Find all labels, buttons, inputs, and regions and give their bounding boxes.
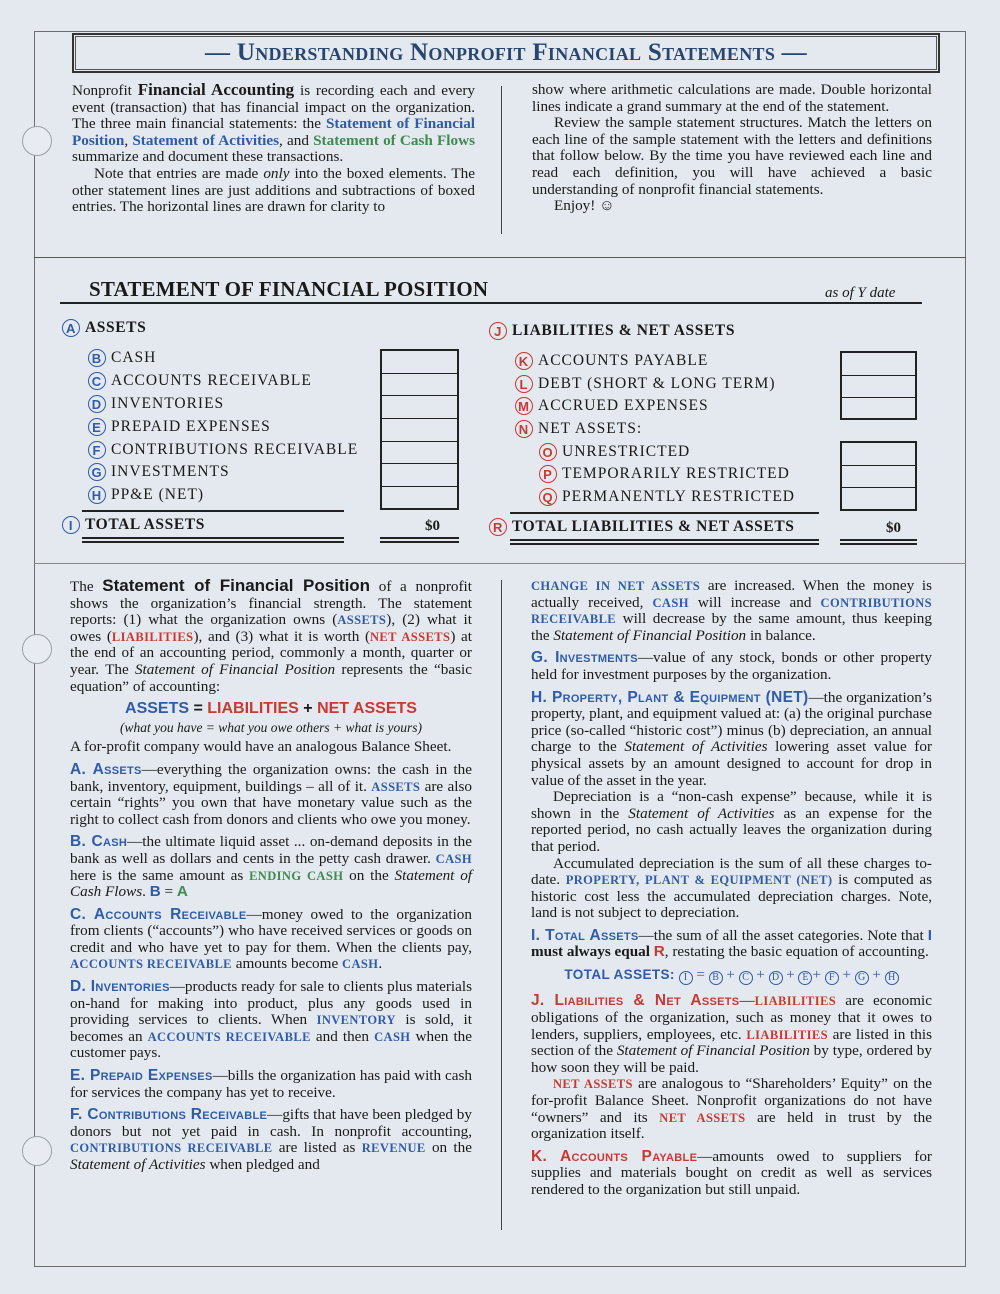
letter-p-icon: P — [539, 465, 557, 483]
intro-right-column — [532, 82, 932, 215]
asset-row-accounts-receivable: C ACCOUNTS RECEIVABLE — [88, 372, 312, 390]
letter-g-icon: G — [855, 971, 869, 985]
grand-total-rule — [510, 539, 819, 545]
binder-hole — [22, 634, 52, 664]
basic-equation: ASSETS = LIABILITIES + NET ASSETS — [125, 700, 417, 718]
liability-entry-boxes — [840, 351, 917, 420]
subtotal-rule — [82, 510, 344, 512]
total-assets-formula: TOTAL ASSETS: I = B + C + D + E + F + G + H — [531, 967, 932, 985]
entry-box-ppe-net[interactable] — [382, 487, 457, 510]
statement-date: as of Y date — [825, 285, 896, 301]
letter-k-icon: K — [515, 352, 533, 370]
intro-left-column — [72, 82, 475, 216]
total-assets-row: I TOTAL ASSETS — [62, 516, 205, 534]
for-profit-note: A for-profit company would have an analogous Balance Sheet. — [70, 738, 452, 756]
total-liabilities-row: R TOTAL LIABILITIES & NET ASSETS — [489, 518, 795, 536]
definition-b: B. Cash—the ultimate liquid asset ... on-demand deposits in the bank as well as dollars and cents in the petty cash drawer. CASH here is the same amount as ENDING CASH on the Statement of Cash Flows. B = A — [70, 833, 473, 901]
grand-total-rule — [380, 537, 459, 543]
net-assets-row-temporarily-restricted: P TEMPORARILY RESTRICTED — [539, 465, 790, 483]
definition-d: D. Inventories—products ready for sale to clients plus materials on-hand for making into product, plus any goods used in providing services to clients. When INVENTORY is sold, it becomes an ACCOUNTS RECEIVABLE and then CASH when the customer pays. — [70, 978, 473, 1062]
intro-paragraph-2: Note that entries are made only into the boxed elements. The other statement lines are just additions and subtractions of boxed entries. The horizontal lines are drawn for clarity to — [72, 164, 475, 216]
page-title: — Understanding Nonprofit Financial Statements — — [205, 39, 807, 66]
definition-e: E. Prepaid Expenses—bills the organization has paid with cash for services the company has yet to receive. — [70, 1067, 472, 1101]
link-statement-cash-flows: Statement of Cash Flows — [313, 131, 475, 149]
intro-paragraph-3: Review the sample statement structures. Match the letters on each line of the sample statement with the letters and definitions that follow below. By the time you have reviewed each line and read each definition, you will have achieved a basic understanding of nonprofit financial statements. — [532, 114, 932, 198]
net-assets-row-permanently-restricted: Q PERMANENTLY RESTRICTED — [539, 488, 795, 506]
letter-l-icon: L — [515, 375, 533, 393]
letter-h-icon: H — [88, 486, 106, 504]
subtotal-rule — [510, 512, 819, 514]
entry-box-contributions-receivable[interactable] — [382, 442, 457, 465]
letter-b-icon: B — [709, 971, 723, 985]
letter-e-icon: E — [798, 971, 812, 985]
entry-box-unrestricted[interactable] — [842, 443, 915, 466]
page-title-box — [72, 33, 940, 73]
definition-f-continued: CHANGE IN NET ASSETS are increased. When the money is actually received, CASH will increase and CONTRIBUTIONS RECEIVABLE will decrease by the same amount, thus keeping the Statement of Financial Position in balance. — [531, 577, 933, 644]
letter-f-icon: F — [825, 971, 839, 985]
grand-total-rule — [82, 537, 344, 543]
column-divider — [501, 86, 502, 234]
section-divider — [34, 563, 966, 564]
letter-g-icon: G — [88, 463, 106, 481]
letter-i-icon: I — [62, 516, 80, 534]
asset-row-ppe-net: H PP&E (NET) — [88, 486, 204, 504]
link-statement-activities: Statement of Activities — [132, 131, 280, 149]
entry-box-debt[interactable] — [842, 376, 915, 399]
letter-c-icon: C — [739, 971, 753, 985]
link-statement-financial-position: Statement of Financial Position — [72, 115, 476, 149]
letter-m-icon: M — [515, 397, 533, 415]
definition-j-net-assets: NET ASSETS are analogous to “Shareholders’ Equity” on the for-profit Balance Sheet. Nonprofit organizations do not have “owners” and its NET ASSETS are held in trust by the organization itself. — [531, 1075, 932, 1143]
letter-f-icon: F — [88, 441, 106, 459]
letter-i-icon: I — [679, 971, 693, 985]
net-assets-row-unrestricted: O UNRESTRICTED — [539, 443, 690, 461]
letter-h-icon: H — [885, 971, 899, 985]
body-left-column — [70, 578, 472, 1180]
binder-hole — [22, 1136, 52, 1166]
letter-q-icon: Q — [539, 488, 557, 506]
sfp-intro-paragraph: The Statement of Financial Position of a nonprofit shows the organization’s financial strength. The statement reports: (1) what the organization owns (ASSETS), (2) what it owes (LIABILITIES), and (3) what it is worth (NET ASSETS) at the end of an accounting period, commonly a month, quarter or year. The Statement of Financial Position represents the “basic equation” of accounting: — [70, 576, 472, 695]
entry-box-investments[interactable] — [382, 464, 457, 487]
entry-box-accounts-payable[interactable] — [842, 353, 915, 376]
letter-b-icon: B — [88, 349, 106, 367]
intro-paragraph-2-cont: show where arithmetic calculations are made. Double horizontal lines indicate a grand summary at the end of the statement. — [532, 81, 932, 115]
letter-d-icon: D — [769, 971, 783, 985]
letter-e-icon: E — [88, 418, 106, 436]
binder-hole — [22, 126, 52, 156]
asset-row-cash: B CASH — [88, 349, 156, 367]
total-assets-value: $0 — [425, 518, 440, 534]
asset-entry-boxes — [380, 349, 459, 510]
definition-h-accumulated: Accumulated depreciation is the sum of all these charges to-date. PROPERTY, PLANT & EQUIPMENT (NET) is computed as historic cost less the accumulated depreciation charges. Note, land is not subject to depreciation. — [531, 854, 932, 922]
total-liabilities-value: $0 — [886, 520, 901, 536]
column-divider — [501, 580, 502, 1230]
liability-row-debt: L DEBT (SHORT & LONG TERM) — [515, 375, 776, 393]
liability-row-accrued-expenses: M ACCRUED EXPENSES — [515, 397, 709, 415]
entry-box-accrued-expenses[interactable] — [842, 398, 915, 421]
letter-j-icon: J — [489, 322, 507, 340]
statement-title: STATEMENT OF FINANCIAL POSITION — [89, 277, 489, 301]
asset-row-inventories: D INVENTORIES — [88, 395, 224, 413]
entry-box-permanently-restricted[interactable] — [842, 488, 915, 511]
equation-caption: (what you have = what you owe others + what is yours) — [119, 719, 423, 735]
entry-box-prepaid-expenses[interactable] — [382, 419, 457, 442]
net-asset-entry-boxes — [840, 441, 917, 511]
liability-row-net-assets: N NET ASSETS: — [515, 420, 642, 438]
letter-r-icon: R — [489, 518, 507, 536]
section-divider — [34, 257, 966, 258]
definition-j: J. Liabilities & Net Assets—LIABILITIES are economic obligations of the organization, such as money that it owes to lenders, suppliers, employees, etc. LIABILITIES are listed in this section of the Statement of Financial Position by type, ordered by how soon they will be paid. — [531, 992, 933, 1076]
entry-box-cash[interactable] — [382, 351, 457, 374]
definition-h-depreciation: Depreciation is a “non-cash expense” because, while it is shown in the Statement of Activities as an expense for the reported period, no cash actually leaves the organization during that period. — [531, 788, 932, 855]
entry-box-temporarily-restricted[interactable] — [842, 466, 915, 489]
asset-row-prepaid-expenses: E PREPAID EXPENSES — [88, 418, 271, 436]
body-right-column — [531, 578, 932, 1204]
definition-h: H. Property, Plant & Equipment (NET)—the organization’s property, plant, and equipment valued at: (a) the original purchase price (so-called “historic cost”) minus (b) depreciation, an annual charge to the Statement of Activities lowering asset value for physical assets by an amount designed to account for drop in value of the asset in the year. — [531, 688, 933, 789]
letter-c-icon: C — [88, 372, 106, 390]
definition-k: K. Accounts Payable—amounts owed to suppliers for supplies and materials bought on credit as well as services rendered to the organization but still unpaid. — [531, 1147, 932, 1198]
letter-o-icon: O — [539, 443, 557, 461]
letter-n-icon: N — [515, 420, 533, 438]
asset-row-contributions-receivable: F CONTRIBUTIONS RECEIVABLE — [88, 441, 358, 459]
assets-heading: A ASSETS — [62, 319, 146, 337]
intro-paragraph-1: Nonprofit Financial Accounting is recording each and every event (transaction) that has financial impact on the organization. The three main financial statements: the Statement of Financial Position, Statement of Activities, and Statement of Cash Flows summarize and document these transactions. — [72, 80, 476, 166]
definition-a: A. Assets—everything the organization owns: the cash in the bank, inventory, equipment, buildings – all of it. ASSETS are also certain “rights” you own that have monetary value such as the right to collect cash from donors and clients who owe you money. — [70, 760, 472, 828]
letter-a-icon: A — [62, 319, 80, 337]
definition-g: G. Investments—value of any stock, bonds or other property held for investment purposes by the organization. — [531, 649, 932, 683]
liabilities-heading: J LIABILITIES & NET ASSETS — [489, 322, 735, 340]
definition-f: F. Contributions Receivable—gifts that have been pledged by donors but not yet paid in cash. In nonprofit accounting, CONTRIBUTIONS RECEIVABLE are listed as REVENUE on the Statement of Activities when pledged and — [70, 1106, 472, 1173]
liability-row-accounts-payable: K ACCOUNTS PAYABLE — [515, 352, 708, 370]
definition-c: C. Accounts Receivable—money owed to the organization from clients (“accounts”) who have received services or goods on credit and who have yet to pay for them. When the clients pay, ACCOUNTS RECEIVABLE amounts become CASH. — [70, 905, 472, 973]
definition-i: I. Total Assets—the sum of all the asset categories. Note that I must always equal R, restating the basic equation of accounting. — [531, 926, 932, 961]
intro-enjoy: Enjoy! ☺ — [554, 197, 615, 215]
asset-row-investments: G INVESTMENTS — [88, 463, 230, 481]
statement-title-rule — [60, 302, 922, 304]
letter-d-icon: D — [88, 395, 106, 413]
entry-box-accounts-receivable[interactable] — [382, 374, 457, 397]
grand-total-rule — [840, 539, 917, 545]
entry-box-inventories[interactable] — [382, 396, 457, 419]
